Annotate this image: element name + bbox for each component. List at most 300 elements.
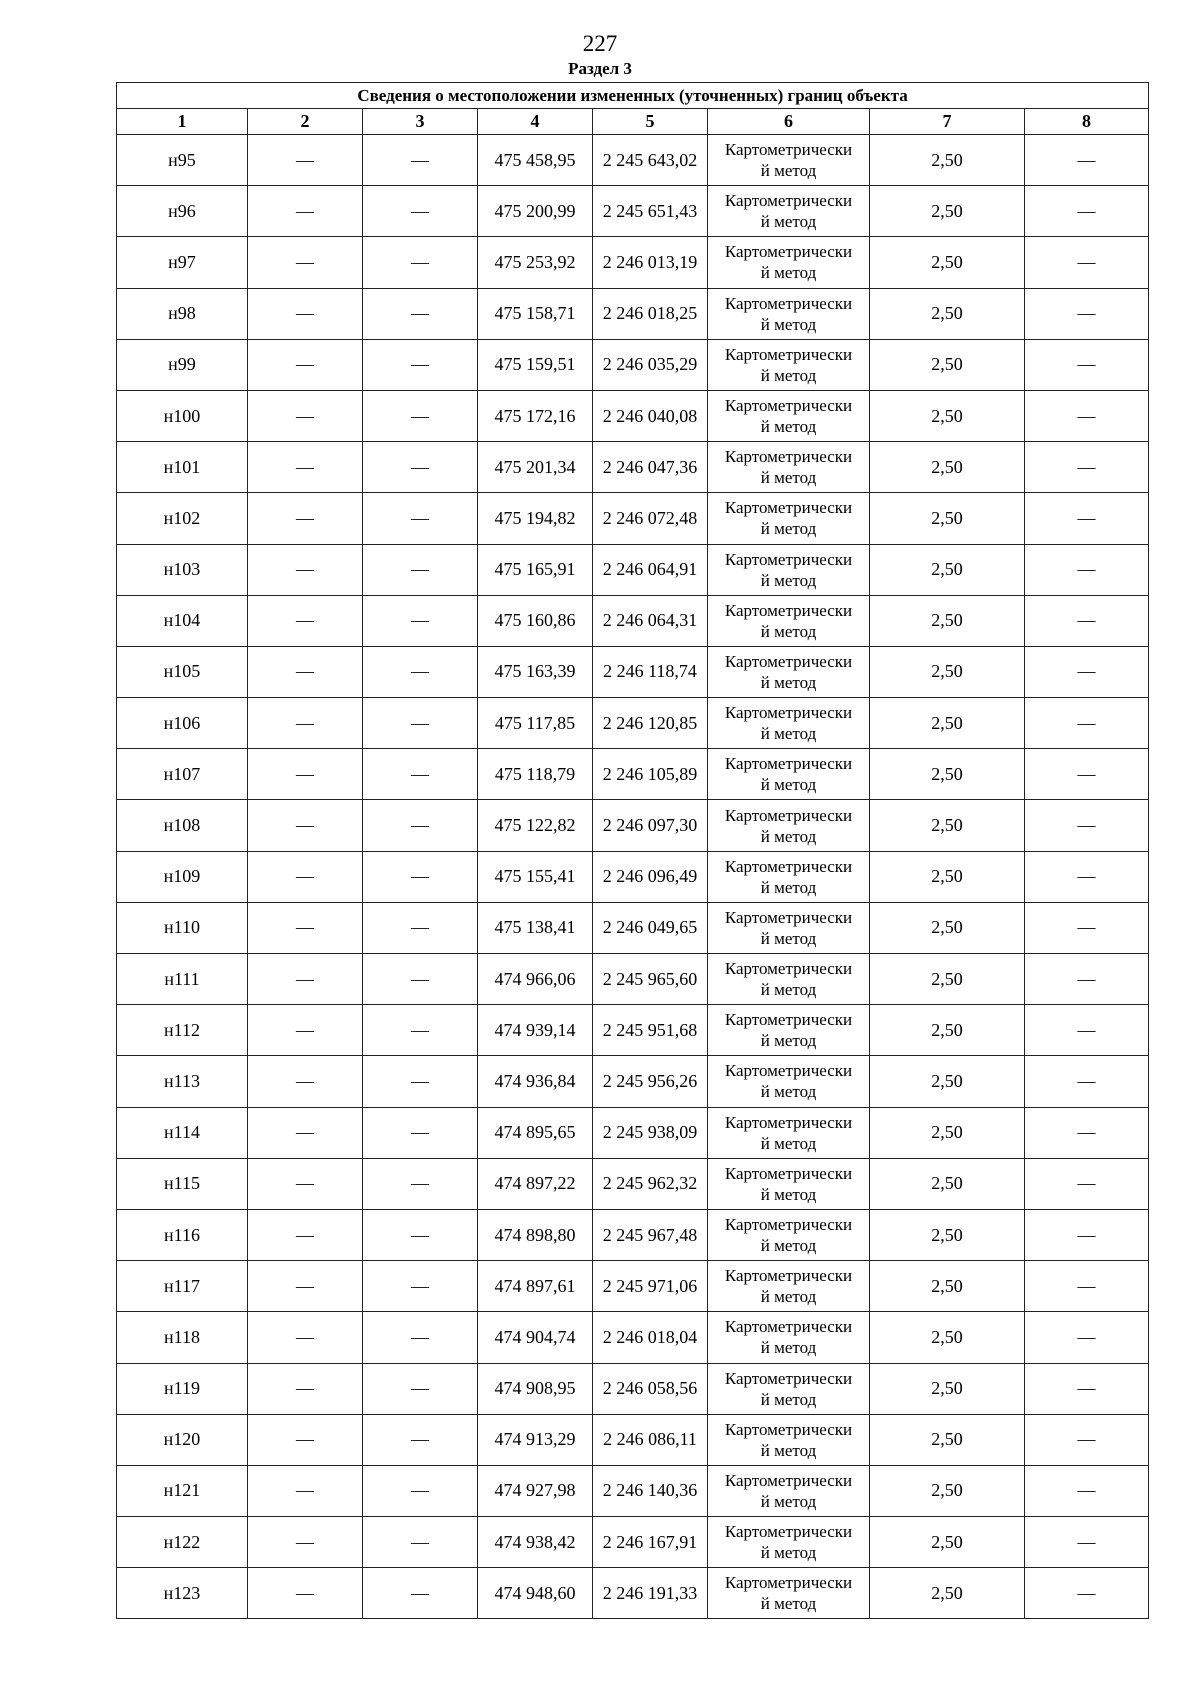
column-number-7: 7 — [870, 109, 1025, 135]
column-number-4: 4 — [478, 109, 593, 135]
x-coordinate-cell: 474 908,95 — [478, 1363, 593, 1414]
col3-dash-cell: — — [363, 1261, 478, 1312]
table-row — [117, 646, 1149, 697]
col3-dash-cell: — — [363, 135, 478, 186]
method-line-2: й метод — [760, 826, 817, 846]
col3-dash-cell: — — [363, 339, 478, 390]
y-coordinate-cell: 2 246 064,91 — [593, 544, 708, 595]
method-cell — [708, 749, 870, 800]
col3-dash-cell: — — [363, 749, 478, 800]
col2-dash-cell: — — [248, 954, 363, 1005]
y-coordinate-cell: 2 245 951,68 — [593, 1005, 708, 1056]
method-line-2: й метод — [760, 519, 817, 539]
coordinates-table — [116, 82, 1149, 1619]
method-line-1: Картометрически — [724, 1368, 853, 1388]
col8-dash-cell: — — [1025, 698, 1149, 749]
accuracy-cell: 2,50 — [870, 1363, 1025, 1414]
point-cell: н123 — [117, 1568, 248, 1619]
method-line-2: й метод — [760, 1236, 817, 1256]
y-coordinate-cell: 2 246 191,33 — [593, 1568, 708, 1619]
method-line-2: й метод — [760, 1133, 817, 1153]
col3-dash-cell: — — [363, 237, 478, 288]
x-coordinate-cell: 475 117,85 — [478, 698, 593, 749]
col8-dash-cell: — — [1025, 646, 1149, 697]
method-line-1: Картометрически — [724, 498, 853, 518]
table-row — [117, 749, 1149, 800]
y-coordinate-cell: 2 245 651,43 — [593, 186, 708, 237]
col3-dash-cell: — — [363, 1465, 478, 1516]
col8-dash-cell: — — [1025, 390, 1149, 441]
y-coordinate-cell: 2 246 058,56 — [593, 1363, 708, 1414]
method-line-2: й метод — [760, 1389, 817, 1409]
accuracy-cell: 2,50 — [870, 1261, 1025, 1312]
col3-dash-cell: — — [363, 1005, 478, 1056]
table-row — [117, 442, 1149, 493]
point-cell: н116 — [117, 1209, 248, 1260]
col2-dash-cell: — — [248, 1363, 363, 1414]
col3-dash-cell: — — [363, 1107, 478, 1158]
method-line-1: Картометрически — [724, 549, 853, 569]
x-coordinate-cell: 475 118,79 — [478, 749, 593, 800]
method-line-1: Картометрически — [724, 140, 853, 160]
method-line-1: Картометрически — [724, 805, 853, 825]
page-number: 227 — [582, 31, 618, 56]
y-coordinate-cell: 2 246 035,29 — [593, 339, 708, 390]
point-cell: н107 — [117, 749, 248, 800]
x-coordinate-cell: 474 936,84 — [478, 1056, 593, 1107]
col3-dash-cell: — — [363, 595, 478, 646]
table-caption: Сведения о местоположении измененных (уточненных) границ объекта — [117, 83, 1149, 109]
col8-dash-cell: — — [1025, 800, 1149, 851]
col2-dash-cell: — — [248, 1261, 363, 1312]
method-line-1: Картометрически — [724, 600, 853, 620]
table-row — [117, 851, 1149, 902]
table-row — [117, 1158, 1149, 1209]
method-cell — [708, 954, 870, 1005]
table-row — [117, 1465, 1149, 1516]
y-coordinate-cell: 2 245 967,48 — [593, 1209, 708, 1260]
table-row — [117, 390, 1149, 441]
table-row — [117, 237, 1149, 288]
method-line-1: Картометрически — [724, 703, 853, 723]
x-coordinate-cell: 474 897,22 — [478, 1158, 593, 1209]
section-title: Раздел 3 — [568, 59, 632, 78]
x-coordinate-cell: 475 458,95 — [478, 135, 593, 186]
col3-dash-cell: — — [363, 954, 478, 1005]
y-coordinate-cell: 2 246 064,31 — [593, 595, 708, 646]
accuracy-cell: 2,50 — [870, 1005, 1025, 1056]
table-body — [117, 135, 1149, 1619]
method-line-1: Картометрически — [724, 1215, 853, 1235]
method-cell — [708, 1261, 870, 1312]
col3-dash-cell: — — [363, 288, 478, 339]
col3-dash-cell: — — [363, 1312, 478, 1363]
method-line-2: й метод — [760, 1184, 817, 1204]
method-line-1: Картометрически — [724, 651, 853, 671]
col3-dash-cell: — — [363, 800, 478, 851]
x-coordinate-cell: 474 948,60 — [478, 1568, 593, 1619]
table-row — [117, 1261, 1149, 1312]
x-coordinate-cell: 475 122,82 — [478, 800, 593, 851]
table-row — [117, 954, 1149, 1005]
method-cell — [708, 1465, 870, 1516]
col2-dash-cell: — — [248, 1465, 363, 1516]
col2-dash-cell: — — [248, 237, 363, 288]
col2-dash-cell: — — [248, 186, 363, 237]
method-line-2: й метод — [760, 161, 817, 181]
col3-dash-cell: — — [363, 698, 478, 749]
col8-dash-cell: — — [1025, 1056, 1149, 1107]
col8-dash-cell: — — [1025, 1209, 1149, 1260]
y-coordinate-cell: 2 246 040,08 — [593, 390, 708, 441]
method-cell — [708, 1056, 870, 1107]
accuracy-cell: 2,50 — [870, 390, 1025, 441]
accuracy-cell: 2,50 — [870, 186, 1025, 237]
accuracy-cell: 2,50 — [870, 851, 1025, 902]
method-line-1: Картометрически — [724, 1163, 853, 1183]
point-cell: н96 — [117, 186, 248, 237]
point-cell: н122 — [117, 1517, 248, 1568]
method-line-2: й метод — [760, 263, 817, 283]
method-line-2: й метод — [760, 621, 817, 641]
x-coordinate-cell: 474 897,61 — [478, 1261, 593, 1312]
col8-dash-cell: — — [1025, 595, 1149, 646]
method-cell — [708, 135, 870, 186]
col3-dash-cell: — — [363, 902, 478, 953]
accuracy-cell: 2,50 — [870, 749, 1025, 800]
col8-dash-cell: — — [1025, 749, 1149, 800]
accuracy-cell: 2,50 — [870, 442, 1025, 493]
col3-dash-cell: — — [363, 851, 478, 902]
y-coordinate-cell: 2 246 018,25 — [593, 288, 708, 339]
method-line-2: й метод — [760, 1594, 817, 1614]
column-number-3: 3 — [363, 109, 478, 135]
method-line-1: Картометрически — [724, 1061, 853, 1081]
point-cell: н104 — [117, 595, 248, 646]
y-coordinate-cell: 2 245 971,06 — [593, 1261, 708, 1312]
point-cell: н120 — [117, 1414, 248, 1465]
accuracy-cell: 2,50 — [870, 698, 1025, 749]
column-number-1: 1 — [117, 109, 248, 135]
col8-dash-cell: — — [1025, 135, 1149, 186]
method-line-2: й метод — [760, 877, 817, 897]
col8-dash-cell: — — [1025, 186, 1149, 237]
col2-dash-cell: — — [248, 595, 363, 646]
x-coordinate-cell: 474 904,74 — [478, 1312, 593, 1363]
y-coordinate-cell: 2 245 962,32 — [593, 1158, 708, 1209]
method-line-2: й метод — [760, 1287, 817, 1307]
point-cell: н117 — [117, 1261, 248, 1312]
x-coordinate-cell: 474 966,06 — [478, 954, 593, 1005]
x-coordinate-cell: 475 155,41 — [478, 851, 593, 902]
col2-dash-cell: — — [248, 1209, 363, 1260]
method-line-1: Картометрически — [724, 242, 853, 262]
point-cell: н118 — [117, 1312, 248, 1363]
method-line-2: й метод — [760, 1338, 817, 1358]
y-coordinate-cell: 2 246 013,19 — [593, 237, 708, 288]
method-line-1: Картометрически — [724, 1112, 853, 1132]
x-coordinate-cell: 475 163,39 — [478, 646, 593, 697]
x-coordinate-cell: 475 159,51 — [478, 339, 593, 390]
point-cell: н109 — [117, 851, 248, 902]
method-line-1: Картометрически — [724, 907, 853, 927]
accuracy-cell: 2,50 — [870, 1209, 1025, 1260]
accuracy-cell: 2,50 — [870, 339, 1025, 390]
table-row — [117, 186, 1149, 237]
method-line-2: й метод — [760, 212, 817, 232]
x-coordinate-cell: 475 165,91 — [478, 544, 593, 595]
x-coordinate-cell: 475 158,71 — [478, 288, 593, 339]
col8-dash-cell: — — [1025, 1363, 1149, 1414]
col2-dash-cell: — — [248, 1517, 363, 1568]
table-row — [117, 800, 1149, 851]
col3-dash-cell: — — [363, 1363, 478, 1414]
col2-dash-cell: — — [248, 698, 363, 749]
col2-dash-cell: — — [248, 1005, 363, 1056]
method-cell — [708, 1209, 870, 1260]
method-line-1: Картометрически — [724, 1470, 853, 1490]
x-coordinate-cell: 474 927,98 — [478, 1465, 593, 1516]
y-coordinate-cell: 2 246 096,49 — [593, 851, 708, 902]
col3-dash-cell: — — [363, 442, 478, 493]
y-coordinate-cell: 2 246 105,89 — [593, 749, 708, 800]
point-cell: н110 — [117, 902, 248, 953]
table-row — [117, 288, 1149, 339]
method-line-2: й метод — [760, 417, 817, 437]
point-cell: н97 — [117, 237, 248, 288]
col8-dash-cell: — — [1025, 493, 1149, 544]
method-line-1: Картометрически — [724, 1419, 853, 1439]
col8-dash-cell: — — [1025, 1158, 1149, 1209]
accuracy-cell: 2,50 — [870, 135, 1025, 186]
col3-dash-cell: — — [363, 1209, 478, 1260]
col8-dash-cell: — — [1025, 851, 1149, 902]
col2-dash-cell: — — [248, 646, 363, 697]
col2-dash-cell: — — [248, 288, 363, 339]
y-coordinate-cell: 2 246 047,36 — [593, 442, 708, 493]
col3-dash-cell: — — [363, 1414, 478, 1465]
point-cell: н112 — [117, 1005, 248, 1056]
method-cell — [708, 1568, 870, 1619]
method-line-1: Картометрически — [724, 191, 853, 211]
method-cell — [708, 1414, 870, 1465]
accuracy-cell: 2,50 — [870, 237, 1025, 288]
y-coordinate-cell: 2 246 049,65 — [593, 902, 708, 953]
table-row — [117, 1107, 1149, 1158]
table-row — [117, 1363, 1149, 1414]
col2-dash-cell: — — [248, 800, 363, 851]
col3-dash-cell: — — [363, 1568, 478, 1619]
method-cell — [708, 493, 870, 544]
method-cell — [708, 288, 870, 339]
table-row — [117, 1005, 1149, 1056]
col3-dash-cell: — — [363, 390, 478, 441]
accuracy-cell: 2,50 — [870, 288, 1025, 339]
point-cell: н105 — [117, 646, 248, 697]
method-cell — [708, 1312, 870, 1363]
col2-dash-cell: — — [248, 135, 363, 186]
accuracy-cell: 2,50 — [870, 1312, 1025, 1363]
column-number-row — [117, 109, 1149, 135]
accuracy-cell: 2,50 — [870, 1158, 1025, 1209]
table-row — [117, 1056, 1149, 1107]
x-coordinate-cell: 475 160,86 — [478, 595, 593, 646]
col2-dash-cell: — — [248, 1158, 363, 1209]
method-cell — [708, 1158, 870, 1209]
method-cell — [708, 1005, 870, 1056]
col2-dash-cell: — — [248, 493, 363, 544]
accuracy-cell: 2,50 — [870, 800, 1025, 851]
method-cell — [708, 595, 870, 646]
method-cell — [708, 544, 870, 595]
accuracy-cell: 2,50 — [870, 544, 1025, 595]
accuracy-cell: 2,50 — [870, 1414, 1025, 1465]
accuracy-cell: 2,50 — [870, 1568, 1025, 1619]
x-coordinate-cell: 475 200,99 — [478, 186, 593, 237]
point-cell: н108 — [117, 800, 248, 851]
y-coordinate-cell: 2 246 086,11 — [593, 1414, 708, 1465]
col2-dash-cell: — — [248, 1107, 363, 1158]
accuracy-cell: 2,50 — [870, 1465, 1025, 1516]
accuracy-cell: 2,50 — [870, 1056, 1025, 1107]
method-line-1: Картометрически — [724, 1266, 853, 1286]
col8-dash-cell: — — [1025, 237, 1149, 288]
method-line-1: Картометрически — [724, 856, 853, 876]
method-cell — [708, 800, 870, 851]
accuracy-cell: 2,50 — [870, 595, 1025, 646]
method-cell — [708, 1107, 870, 1158]
method-cell — [708, 390, 870, 441]
method-line-2: й метод — [760, 468, 817, 488]
method-line-2: й метод — [760, 1440, 817, 1460]
x-coordinate-cell: 474 913,29 — [478, 1414, 593, 1465]
method-line-1: Картометрически — [724, 1317, 853, 1337]
method-line-1: Картометрически — [724, 396, 853, 416]
x-coordinate-cell: 475 138,41 — [478, 902, 593, 953]
method-line-1: Картометрически — [724, 754, 853, 774]
x-coordinate-cell: 475 194,82 — [478, 493, 593, 544]
column-number-6: 6 — [708, 109, 870, 135]
col3-dash-cell: — — [363, 646, 478, 697]
accuracy-cell: 2,50 — [870, 954, 1025, 1005]
method-cell — [708, 237, 870, 288]
method-line-2: й метод — [760, 724, 817, 744]
x-coordinate-cell: 475 201,34 — [478, 442, 593, 493]
method-line-1: Картометрически — [724, 293, 853, 313]
y-coordinate-cell: 2 245 643,02 — [593, 135, 708, 186]
x-coordinate-cell: 475 253,92 — [478, 237, 593, 288]
method-line-2: й метод — [760, 570, 817, 590]
accuracy-cell: 2,50 — [870, 646, 1025, 697]
col8-dash-cell: — — [1025, 544, 1149, 595]
col3-dash-cell: — — [363, 1056, 478, 1107]
y-coordinate-cell: 2 246 167,91 — [593, 1517, 708, 1568]
method-cell — [708, 851, 870, 902]
col8-dash-cell: — — [1025, 954, 1149, 1005]
method-line-1: Картометрически — [724, 447, 853, 467]
col8-dash-cell: — — [1025, 1517, 1149, 1568]
col3-dash-cell: — — [363, 493, 478, 544]
column-number-2: 2 — [248, 109, 363, 135]
method-line-1: Картометрически — [724, 1573, 853, 1593]
table-row — [117, 1568, 1149, 1619]
point-cell: н106 — [117, 698, 248, 749]
method-line-1: Картометрически — [724, 1010, 853, 1030]
method-cell — [708, 1363, 870, 1414]
method-cell — [708, 1517, 870, 1568]
col3-dash-cell: — — [363, 186, 478, 237]
col2-dash-cell: — — [248, 544, 363, 595]
col2-dash-cell: — — [248, 1414, 363, 1465]
col8-dash-cell: — — [1025, 1312, 1149, 1363]
table-row — [117, 1209, 1149, 1260]
table-row — [117, 595, 1149, 646]
point-cell: н103 — [117, 544, 248, 595]
point-cell: н98 — [117, 288, 248, 339]
col3-dash-cell: — — [363, 1158, 478, 1209]
point-cell: н121 — [117, 1465, 248, 1516]
col2-dash-cell: — — [248, 1056, 363, 1107]
x-coordinate-cell: 475 172,16 — [478, 390, 593, 441]
point-cell: н102 — [117, 493, 248, 544]
method-line-2: й метод — [760, 365, 817, 385]
accuracy-cell: 2,50 — [870, 1107, 1025, 1158]
y-coordinate-cell: 2 245 956,26 — [593, 1056, 708, 1107]
col2-dash-cell: — — [248, 1568, 363, 1619]
col8-dash-cell: — — [1025, 339, 1149, 390]
method-line-2: й метод — [760, 928, 817, 948]
accuracy-cell: 2,50 — [870, 902, 1025, 953]
table-row — [117, 544, 1149, 595]
point-cell: н100 — [117, 390, 248, 441]
method-cell — [708, 902, 870, 953]
x-coordinate-cell: 474 898,80 — [478, 1209, 593, 1260]
x-coordinate-cell: 474 939,14 — [478, 1005, 593, 1056]
point-cell: н95 — [117, 135, 248, 186]
x-coordinate-cell: 474 938,42 — [478, 1517, 593, 1568]
y-coordinate-cell: 2 245 938,09 — [593, 1107, 708, 1158]
point-cell: н115 — [117, 1158, 248, 1209]
accuracy-cell: 2,50 — [870, 1517, 1025, 1568]
col2-dash-cell: — — [248, 1312, 363, 1363]
method-line-2: й метод — [760, 672, 817, 692]
col3-dash-cell: — — [363, 544, 478, 595]
method-line-2: й метод — [760, 980, 817, 1000]
method-cell — [708, 339, 870, 390]
col8-dash-cell: — — [1025, 1261, 1149, 1312]
table-row — [117, 902, 1149, 953]
col8-dash-cell: — — [1025, 1005, 1149, 1056]
method-cell — [708, 646, 870, 697]
y-coordinate-cell: 2 246 120,85 — [593, 698, 708, 749]
column-number-5: 5 — [593, 109, 708, 135]
col8-dash-cell: — — [1025, 1414, 1149, 1465]
y-coordinate-cell: 2 246 018,04 — [593, 1312, 708, 1363]
col8-dash-cell: — — [1025, 1568, 1149, 1619]
method-line-1: Картометрически — [724, 959, 853, 979]
column-number-8: 8 — [1025, 109, 1149, 135]
col8-dash-cell: — — [1025, 1107, 1149, 1158]
point-cell: н119 — [117, 1363, 248, 1414]
table-row — [117, 339, 1149, 390]
point-cell: н99 — [117, 339, 248, 390]
method-line-2: й метод — [760, 775, 817, 795]
y-coordinate-cell: 2 246 072,48 — [593, 493, 708, 544]
col2-dash-cell: — — [248, 339, 363, 390]
col2-dash-cell: — — [248, 851, 363, 902]
point-cell: н101 — [117, 442, 248, 493]
method-line-1: Картометрически — [724, 344, 853, 364]
